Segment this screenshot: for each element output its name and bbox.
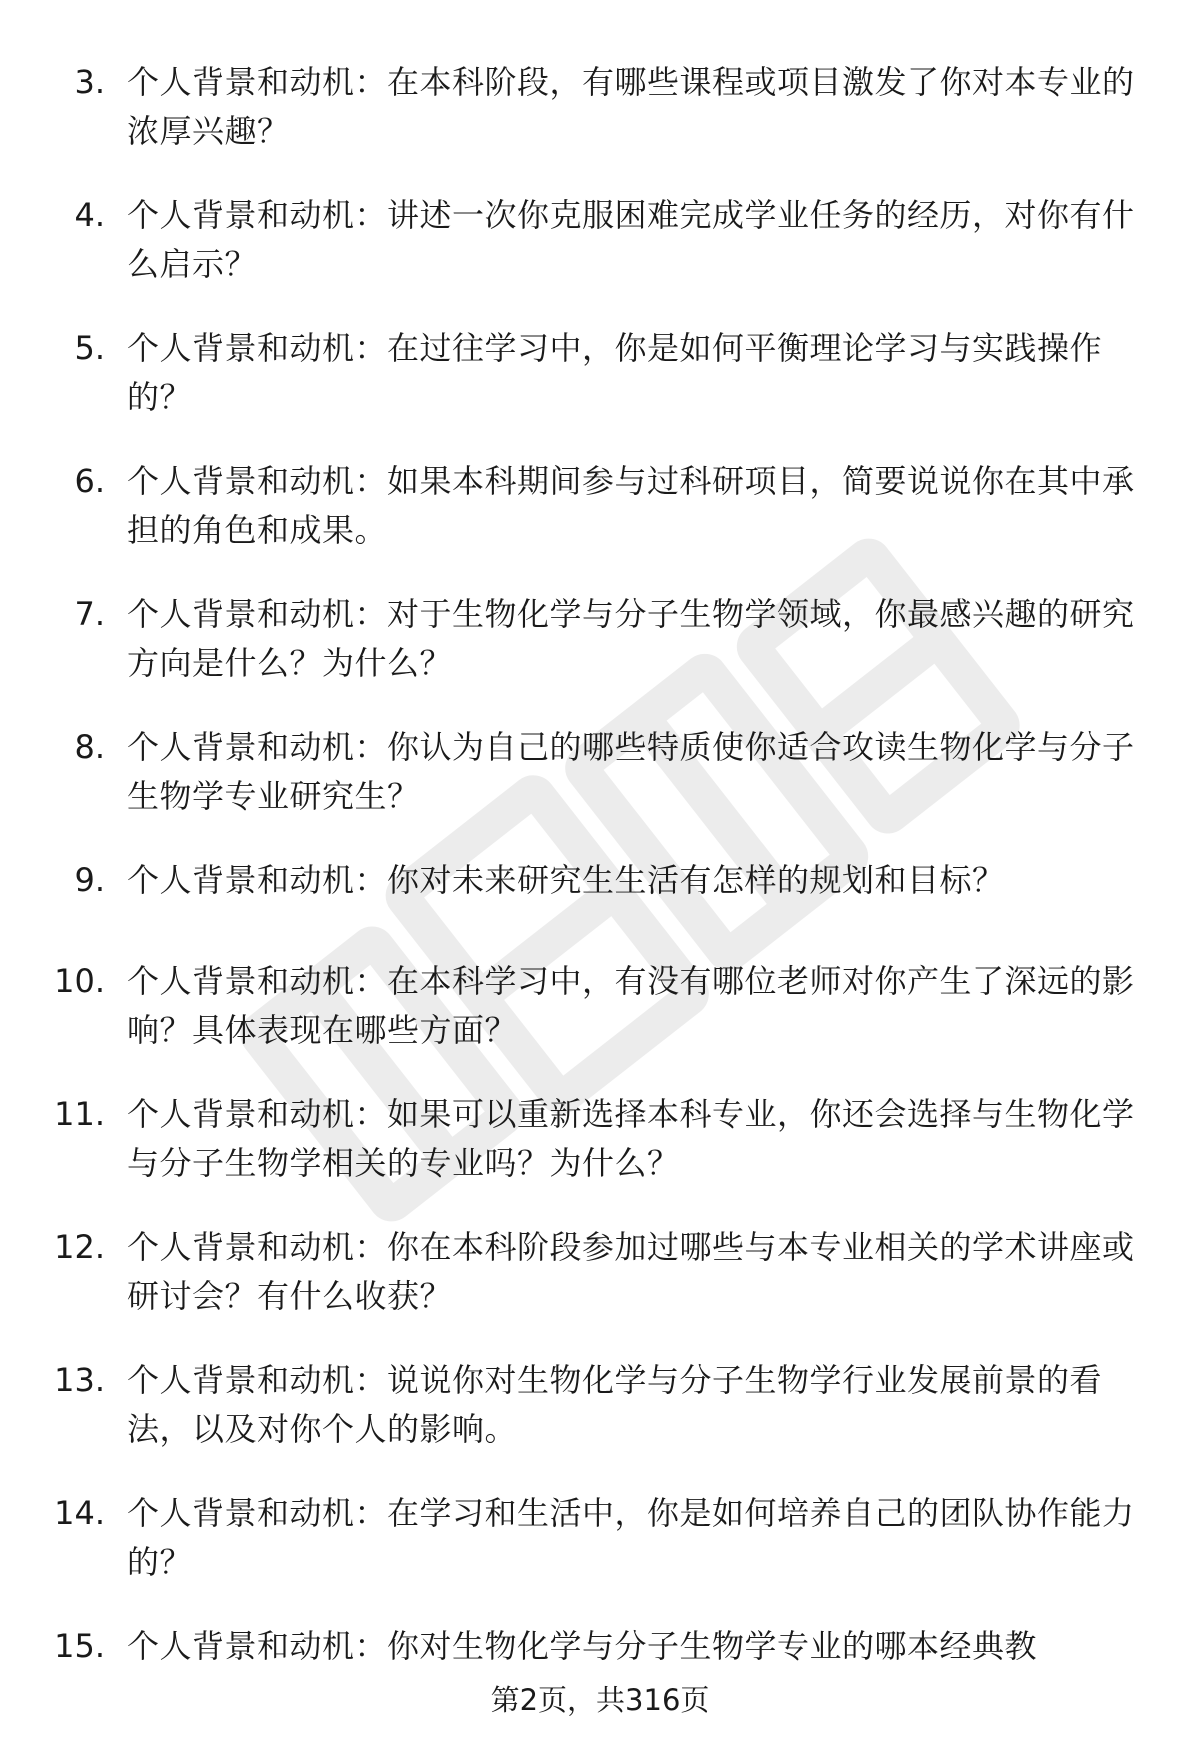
question-text: 个人背景和动机：你在本科阶段参加过哪些与本专业相关的学术讲座或研讨会？有什么收获？ [127, 1228, 1135, 1315]
question-number: 10. [54, 962, 105, 1000]
question-text: 个人背景和动机：对于生物化学与分子生物学领域，你最感兴趣的研究方向是什么？为什么？ [127, 595, 1135, 682]
question-number: 9. [74, 861, 105, 899]
list-item [0, 324, 1200, 457]
question-number: 3. [74, 63, 105, 101]
list-item [0, 1489, 1200, 1622]
question-text: 个人背景和动机：在过往学习中，你是如何平衡理论学习与实践操作的？ [127, 329, 1103, 416]
list-item [0, 58, 1200, 191]
question-number: 11. [54, 1095, 105, 1133]
question-text: 个人背景和动机：如果可以重新选择本科专业，你还会选择与生物化学与分子生物学相关的专业吗？为什么？ [127, 1095, 1135, 1182]
question-number: 12. [54, 1228, 105, 1266]
question-text: 个人背景和动机：讲述一次你克服困难完成学业任务的经历，对你有什么启示？ [127, 196, 1135, 283]
question-text: 个人背景和动机：说说你对生物化学与分子生物学行业发展前景的看法，以及对你个人的影响。 [127, 1361, 1103, 1448]
question-number: 5. [74, 329, 105, 367]
list-item [0, 1622, 1200, 1682]
question-list [0, 58, 1200, 1682]
list-item [0, 957, 1200, 1090]
question-text: 个人背景和动机：在本科学习中，有没有哪位老师对你产生了深远的影响？具体表现在哪些方面？ [127, 962, 1135, 1049]
list-item [0, 1356, 1200, 1489]
question-number: 6. [74, 462, 105, 500]
question-number: 7. [74, 595, 105, 633]
question-number: 8. [74, 728, 105, 766]
question-text: 个人背景和动机：在本科阶段，有哪些课程或项目激发了你对本专业的浓厚兴趣？ [127, 63, 1135, 150]
list-item [0, 191, 1200, 324]
question-number: 4. [74, 196, 105, 234]
question-text: 个人背景和动机：你认为自己的哪些特质使你适合攻读生物化学与分子生物学专业研究生？ [127, 728, 1135, 815]
list-item [0, 457, 1200, 590]
question-text: 个人背景和动机：如果本科期间参与过科研项目，简要说说你在其中承担的角色和成果。 [127, 462, 1135, 549]
question-text: 个人背景和动机：在学习和生活中，你是如何培养自己的团队协作能力的？ [127, 1494, 1135, 1581]
list-item [0, 590, 1200, 723]
question-text: 个人背景和动机：你对未来研究生生活有怎样的规划和目标？ [127, 861, 1005, 899]
page-footer: 第2页，共316页 [490, 1683, 710, 1717]
list-item [0, 856, 1200, 957]
list-item [0, 723, 1200, 856]
question-number: 14. [54, 1494, 105, 1532]
question-number: 15. [54, 1627, 105, 1665]
list-item [0, 1090, 1200, 1223]
question-number: 13. [54, 1361, 105, 1399]
list-item [0, 1223, 1200, 1356]
question-text: 个人背景和动机：你对生物化学与分子生物学专业的哪本经典教 [127, 1627, 1038, 1665]
